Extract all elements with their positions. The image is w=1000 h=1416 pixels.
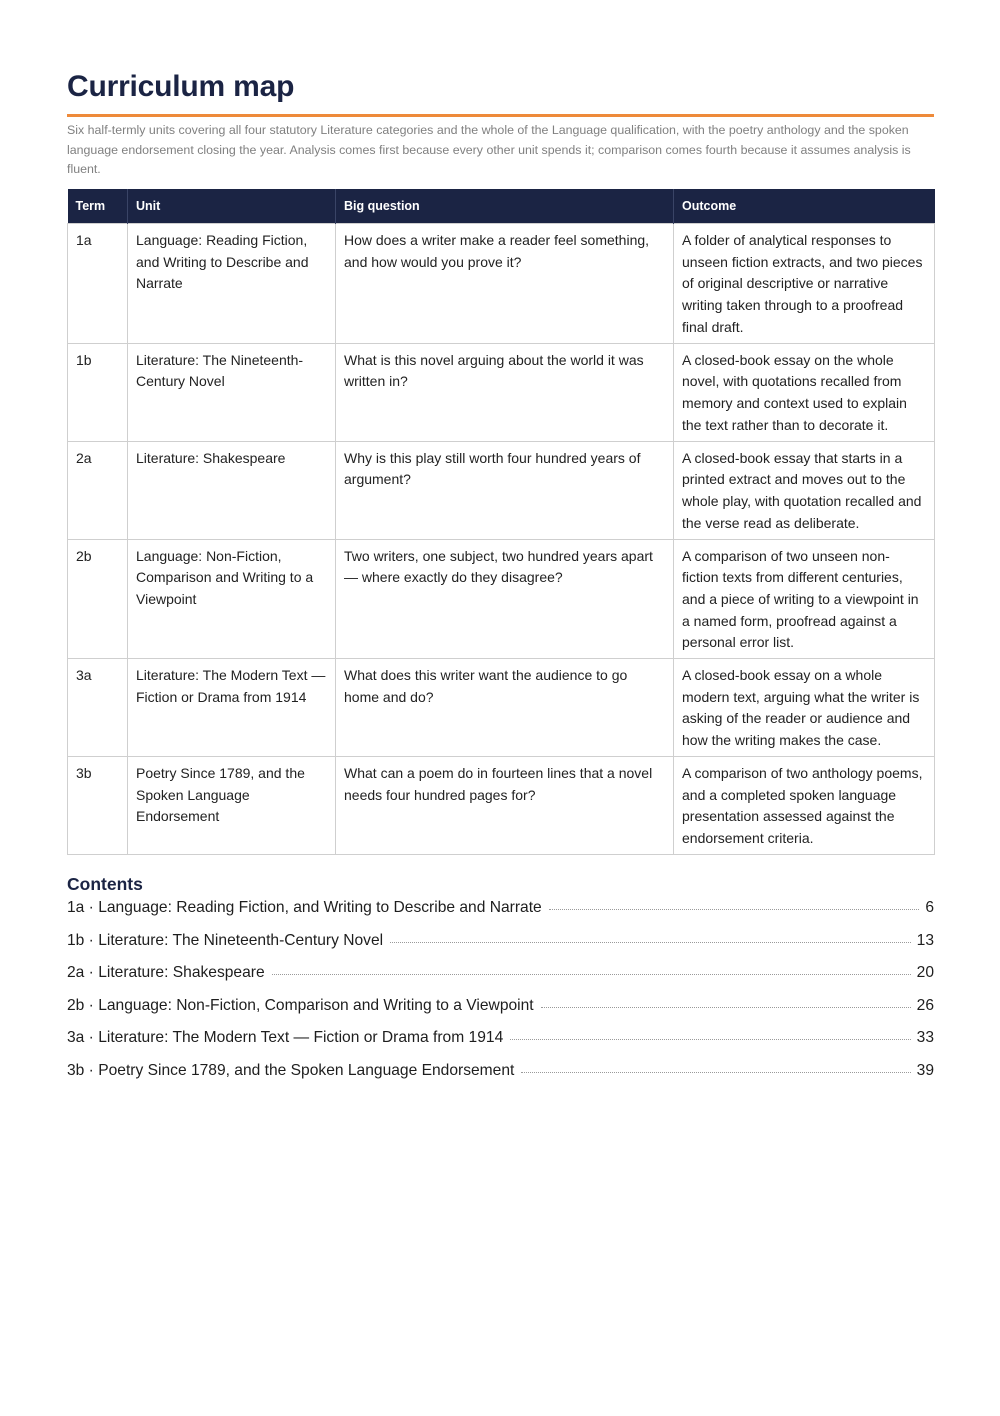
cell-big-question: Two writers, one subject, two hundred years apart — where exactly do they disagree?	[336, 539, 674, 659]
toc-page-number: 26	[916, 996, 934, 1014]
table-row	[68, 224, 935, 344]
table-row	[68, 539, 935, 659]
cell-outcome: A folder of analytical responses to unseen fiction extracts, and two pieces of original descriptive or narrative writing taken through to a proofread final draft.	[674, 224, 935, 344]
cell-unit: Language: Non-Fiction, Comparison and Writing to a Viewpoint	[128, 539, 336, 659]
toc-entry[interactable]	[67, 1029, 934, 1062]
toc-entry-label: 3b · Poetry Since 1789, and the Spoken Language Endorsement	[67, 1061, 515, 1079]
contents-heading: Contents	[67, 874, 143, 894]
toc-dot-leader	[272, 974, 911, 975]
cell-outcome: A closed-book essay on a whole modern text, arguing what the writer is asking of the reader or audience and how the writing makes the case.	[674, 659, 935, 757]
toc-entry[interactable]	[67, 899, 934, 932]
cell-big-question: How does a writer make a reader feel something, and how would you prove it?	[336, 224, 674, 344]
cell-term: 3b	[68, 757, 128, 855]
toc-dot-leader	[541, 1007, 911, 1008]
toc-entry-label: 1a · Language: Reading Fiction, and Writing to Describe and Narrate	[67, 899, 542, 916]
cell-big-question: Why is this play still worth four hundred years of argument?	[336, 441, 674, 539]
cell-term: 3a	[68, 659, 128, 757]
toc-page-number: 20	[916, 964, 934, 981]
toc-page-number: 6	[925, 899, 934, 916]
page-title: Curriculum map	[67, 70, 295, 103]
cell-unit: Literature: The Modern Text — Fiction or Drama from 1914	[128, 659, 336, 757]
cell-term: 1a	[68, 224, 128, 344]
cell-unit: Poetry Since 1789, and the Spoken Language Endorsement	[128, 757, 336, 855]
toc-page-number: 13	[916, 931, 934, 949]
toc-page-number: 33	[916, 1029, 934, 1046]
cell-unit: Language: Reading Fiction, and Writing to Describe and Narrate	[128, 224, 336, 344]
cell-term: 2b	[68, 539, 128, 659]
toc-entry[interactable]	[67, 997, 934, 1030]
table-row	[68, 441, 935, 539]
table-of-contents	[67, 899, 934, 1094]
toc-entry[interactable]	[67, 1062, 934, 1095]
cell-term: 1b	[68, 343, 128, 441]
toc-entry-label: 2a · Literature: Shakespeare	[67, 964, 265, 981]
cell-outcome: A comparison of two anthology poems, and a completed spoken language presentation assessed against the endorsement criteria.	[674, 757, 935, 855]
table-header-row	[68, 189, 935, 224]
intro-paragraph: Six half-termly units covering all four statutory Literature categories and the whole of the Language qualification, with the poetry anthology and the spoken language endorsement closing the year. Analysis comes first because every other unit spends it; comparison comes fourth because it assumes analysis is fluent.	[67, 123, 911, 177]
toc-entry-label: 3a · Literature: The Modern Text — Fiction or Drama from 1914	[67, 1029, 504, 1046]
table-row	[68, 343, 935, 441]
table-row	[68, 659, 935, 757]
cell-outcome: A comparison of two unseen non-fiction texts from different centuries, and a piece of writing to a viewpoint in a named form, proofread against a personal error list.	[674, 539, 935, 659]
toc-entry[interactable]	[67, 964, 934, 997]
header-unit: Unit	[128, 189, 336, 224]
toc-dot-leader	[510, 1039, 910, 1040]
title-underline	[67, 114, 934, 117]
curriculum-table	[67, 189, 935, 855]
toc-entry-label: 2b · Language: Non-Fiction, Comparison and Writing to a Viewpoint	[67, 996, 534, 1014]
header-term: Term	[68, 189, 128, 224]
table-row	[68, 757, 935, 855]
cell-big-question: What does this writer want the audience to go home and do?	[336, 659, 674, 757]
header-outcome: Outcome	[674, 189, 935, 224]
cell-big-question: What is this novel arguing about the world it was written in?	[336, 343, 674, 441]
cell-big-question: What can a poem do in fourteen lines that a novel needs four hundred pages for?	[336, 757, 674, 855]
cell-unit: Literature: Shakespeare	[128, 441, 336, 539]
toc-entry-label: 1b · Literature: The Nineteenth-Century Novel	[67, 931, 384, 949]
toc-dot-leader	[390, 942, 911, 943]
header-big-question: Big question	[336, 189, 674, 224]
toc-page-number: 39	[916, 1061, 934, 1079]
cell-term: 2a	[68, 441, 128, 539]
cell-unit: Literature: The Nineteenth-Century Novel	[128, 343, 336, 441]
toc-dot-leader	[521, 1072, 910, 1073]
cell-outcome: A closed-book essay on the whole novel, with quotations recalled from memory and context used to explain the text rather than to decorate it.	[674, 343, 935, 441]
toc-dot-leader	[549, 909, 920, 910]
toc-entry[interactable]	[67, 932, 934, 965]
cell-outcome: A closed-book essay that starts in a printed extract and moves out to the whole play, with quotation recalled and the verse read as deliberate.	[674, 441, 935, 539]
